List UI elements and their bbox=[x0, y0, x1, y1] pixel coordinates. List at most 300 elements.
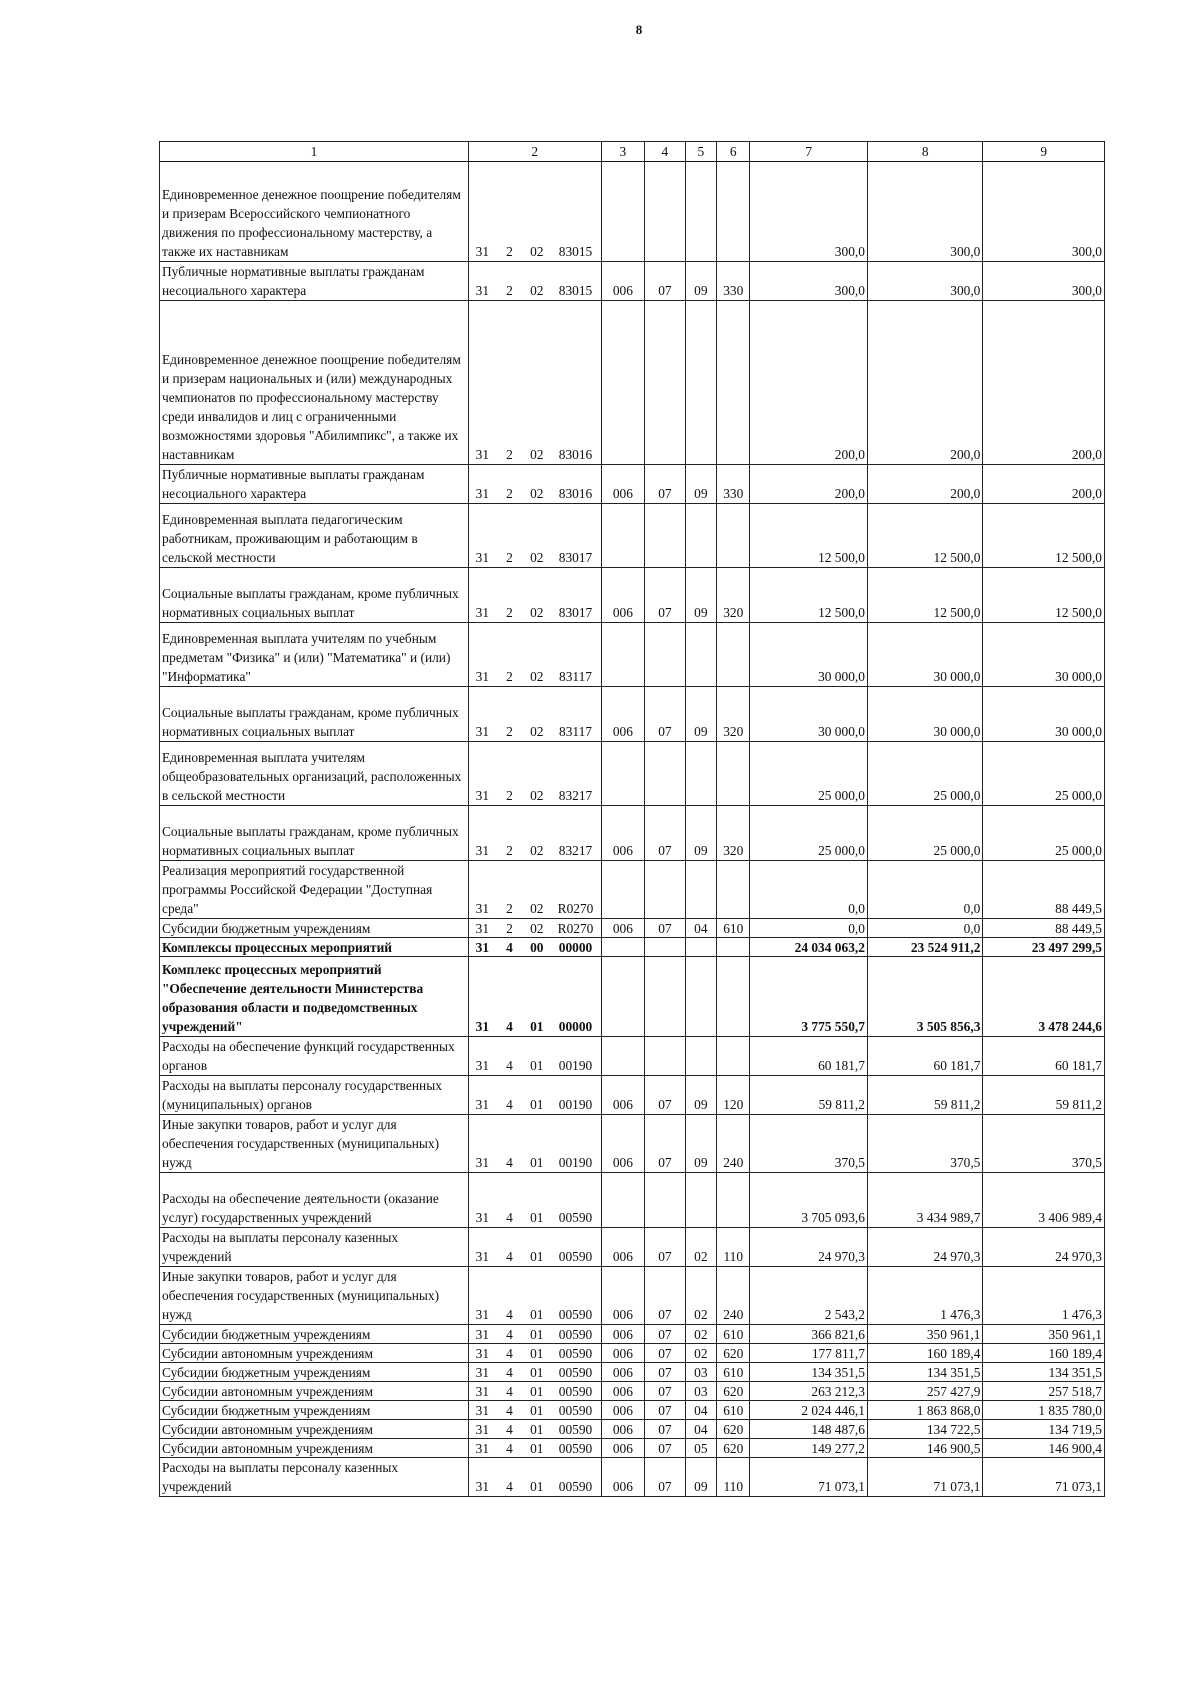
cell-col-9: 146 900,4 bbox=[983, 1439, 1105, 1458]
cell-col-8: 370,5 bbox=[867, 1115, 982, 1173]
cell-col-7: 12 500,0 bbox=[750, 568, 867, 623]
header-row bbox=[160, 142, 1105, 162]
cell-code-4: 00590 bbox=[550, 1401, 601, 1420]
table-row bbox=[160, 465, 1105, 504]
cell-col-8: 1 476,3 bbox=[867, 1267, 982, 1325]
cell-col-7: 30 000,0 bbox=[750, 687, 867, 742]
cell-col-6: 240 bbox=[717, 1115, 750, 1173]
cell-code-4: 00590 bbox=[550, 1439, 601, 1458]
table-row bbox=[160, 1267, 1105, 1325]
table-row bbox=[160, 957, 1105, 1037]
cell-code-3: 00 bbox=[523, 938, 550, 957]
cell-code-2: 4 bbox=[496, 1382, 523, 1401]
cell-code-1: 31 bbox=[468, 623, 495, 687]
cell-col-4: 07 bbox=[645, 1382, 686, 1401]
cell-col-5: 09 bbox=[685, 262, 716, 301]
cell-col-3: 006 bbox=[601, 1115, 645, 1173]
cell-code-1: 31 bbox=[468, 1382, 495, 1401]
cell-col-9: 1 835 780,0 bbox=[983, 1401, 1105, 1420]
table-row bbox=[160, 301, 1105, 465]
cell-code-4: 00000 bbox=[550, 938, 601, 957]
cell-name: Субсидии бюджетным учреждениям bbox=[160, 1325, 469, 1344]
cell-name: Реализация мероприятий государственной программы Российской Федерации "Доступная среда" bbox=[160, 861, 469, 919]
cell-col-3: 006 bbox=[601, 1325, 645, 1344]
cell-col-8: 30 000,0 bbox=[867, 687, 982, 742]
cell-code-1: 31 bbox=[468, 938, 495, 957]
cell-col-3: 006 bbox=[601, 465, 645, 504]
table-row bbox=[160, 1420, 1105, 1439]
cell-col-4 bbox=[645, 1173, 686, 1228]
cell-col-9: 350 961,1 bbox=[983, 1325, 1105, 1344]
cell-name: Единовременная выплата учителям по учебным предметам "Физика" и (или) "Математика" и (или) "Информатика" bbox=[160, 623, 469, 687]
cell-col-7: 366 821,6 bbox=[750, 1325, 867, 1344]
cell-col-4: 07 bbox=[645, 1267, 686, 1325]
cell-code-1: 31 bbox=[468, 1076, 495, 1115]
header-col-4: 4 bbox=[645, 142, 686, 162]
cell-col-9: 60 181,7 bbox=[983, 1037, 1105, 1076]
table-row bbox=[160, 504, 1105, 568]
cell-code-1: 31 bbox=[468, 806, 495, 861]
header-col-9: 9 bbox=[983, 142, 1105, 162]
cell-col-8: 12 500,0 bbox=[867, 504, 982, 568]
cell-col-6 bbox=[717, 938, 750, 957]
cell-code-2: 2 bbox=[496, 504, 523, 568]
cell-col-5: 04 bbox=[685, 919, 716, 938]
cell-code-3: 02 bbox=[523, 919, 550, 938]
cell-code-4: 00590 bbox=[550, 1173, 601, 1228]
cell-col-4 bbox=[645, 504, 686, 568]
cell-col-8: 60 181,7 bbox=[867, 1037, 982, 1076]
cell-col-3 bbox=[601, 623, 645, 687]
cell-col-9: 88 449,5 bbox=[983, 919, 1105, 938]
cell-code-1: 31 bbox=[468, 1420, 495, 1439]
cell-code-4: 00590 bbox=[550, 1363, 601, 1382]
cell-col-5 bbox=[685, 938, 716, 957]
cell-col-5: 09 bbox=[685, 1076, 716, 1115]
cell-code-4: 83016 bbox=[550, 301, 601, 465]
cell-col-8: 350 961,1 bbox=[867, 1325, 982, 1344]
cell-code-1: 31 bbox=[468, 1037, 495, 1076]
cell-name: Субсидии бюджетным учреждениям bbox=[160, 1363, 469, 1382]
cell-col-8: 1 863 868,0 bbox=[867, 1401, 982, 1420]
cell-code-2: 2 bbox=[496, 742, 523, 806]
cell-col-4 bbox=[645, 623, 686, 687]
cell-col-7: 0,0 bbox=[750, 861, 867, 919]
table-row bbox=[160, 623, 1105, 687]
cell-code-4: R0270 bbox=[550, 919, 601, 938]
cell-col-6: 620 bbox=[717, 1420, 750, 1439]
cell-code-4: 83117 bbox=[550, 623, 601, 687]
cell-col-7: 200,0 bbox=[750, 465, 867, 504]
cell-col-8: 3 505 856,3 bbox=[867, 957, 982, 1037]
cell-code-4: 00190 bbox=[550, 1037, 601, 1076]
cell-col-9: 71 073,1 bbox=[983, 1458, 1105, 1497]
cell-code-2: 2 bbox=[496, 162, 523, 262]
cell-col-4 bbox=[645, 742, 686, 806]
cell-code-1: 31 bbox=[468, 687, 495, 742]
cell-col-5 bbox=[685, 1037, 716, 1076]
cell-col-9: 25 000,0 bbox=[983, 806, 1105, 861]
cell-code-1: 31 bbox=[468, 957, 495, 1037]
cell-col-7: 3 775 550,7 bbox=[750, 957, 867, 1037]
cell-col-3: 006 bbox=[601, 687, 645, 742]
cell-col-8: 134 722,5 bbox=[867, 1420, 982, 1439]
cell-col-9: 200,0 bbox=[983, 465, 1105, 504]
cell-col-5 bbox=[685, 742, 716, 806]
cell-code-3: 02 bbox=[523, 301, 550, 465]
cell-name: Иные закупки товаров, работ и услуг для обеспечения государственных (муниципальных) нужд bbox=[160, 1267, 469, 1325]
cell-code-2: 4 bbox=[496, 1325, 523, 1344]
cell-code-3: 02 bbox=[523, 162, 550, 262]
cell-col-6 bbox=[717, 957, 750, 1037]
cell-col-6: 110 bbox=[717, 1458, 750, 1497]
cell-col-6: 610 bbox=[717, 1401, 750, 1420]
cell-code-2: 2 bbox=[496, 919, 523, 938]
cell-col-7: 149 277,2 bbox=[750, 1439, 867, 1458]
cell-code-4: R0270 bbox=[550, 861, 601, 919]
table-row bbox=[160, 1439, 1105, 1458]
cell-col-9: 59 811,2 bbox=[983, 1076, 1105, 1115]
cell-col-4: 07 bbox=[645, 1363, 686, 1382]
cell-col-9: 300,0 bbox=[983, 162, 1105, 262]
cell-col-3: 006 bbox=[601, 1344, 645, 1363]
cell-code-2: 4 bbox=[496, 1115, 523, 1173]
cell-col-6 bbox=[717, 742, 750, 806]
cell-code-3: 01 bbox=[523, 1382, 550, 1401]
cell-code-4: 83016 bbox=[550, 465, 601, 504]
cell-code-4: 83017 bbox=[550, 568, 601, 623]
cell-col-3 bbox=[601, 957, 645, 1037]
cell-col-7: 30 000,0 bbox=[750, 623, 867, 687]
cell-name: Комплексы процессных мероприятий bbox=[160, 938, 469, 957]
cell-name: Субсидии автономным учреждениям bbox=[160, 1439, 469, 1458]
cell-code-4: 83015 bbox=[550, 162, 601, 262]
cell-code-1: 31 bbox=[468, 1228, 495, 1267]
cell-col-6: 620 bbox=[717, 1382, 750, 1401]
cell-code-4: 00590 bbox=[550, 1325, 601, 1344]
table-row bbox=[160, 938, 1105, 957]
cell-code-4: 00590 bbox=[550, 1228, 601, 1267]
cell-code-2: 2 bbox=[496, 623, 523, 687]
cell-col-4 bbox=[645, 938, 686, 957]
cell-code-1: 31 bbox=[468, 301, 495, 465]
cell-col-6 bbox=[717, 623, 750, 687]
cell-col-6 bbox=[717, 162, 750, 262]
cell-col-7: 200,0 bbox=[750, 301, 867, 465]
cell-code-2: 4 bbox=[496, 938, 523, 957]
table-row bbox=[160, 1037, 1105, 1076]
cell-name: Публичные нормативные выплаты гражданам несоциального характера bbox=[160, 262, 469, 301]
table-row bbox=[160, 162, 1105, 262]
cell-col-9: 3 406 989,4 bbox=[983, 1173, 1105, 1228]
cell-col-9: 300,0 bbox=[983, 262, 1105, 301]
cell-col-5 bbox=[685, 301, 716, 465]
cell-code-1: 31 bbox=[468, 465, 495, 504]
cell-code-3: 02 bbox=[523, 806, 550, 861]
cell-col-9: 24 970,3 bbox=[983, 1228, 1105, 1267]
cell-code-2: 4 bbox=[496, 1458, 523, 1497]
cell-col-8: 12 500,0 bbox=[867, 568, 982, 623]
cell-col-8: 24 970,3 bbox=[867, 1228, 982, 1267]
cell-col-9: 1 476,3 bbox=[983, 1267, 1105, 1325]
cell-code-3: 01 bbox=[523, 1439, 550, 1458]
cell-col-4: 07 bbox=[645, 262, 686, 301]
cell-col-6 bbox=[717, 861, 750, 919]
header-col-1: 1 bbox=[160, 142, 469, 162]
cell-code-1: 31 bbox=[468, 1458, 495, 1497]
cell-col-4 bbox=[645, 957, 686, 1037]
cell-name: Субсидии автономным учреждениям bbox=[160, 1420, 469, 1439]
cell-col-4: 07 bbox=[645, 1439, 686, 1458]
cell-code-3: 02 bbox=[523, 568, 550, 623]
cell-name: Расходы на обеспечение деятельности (оказание услуг) государственных учреждений bbox=[160, 1173, 469, 1228]
cell-col-8: 160 189,4 bbox=[867, 1344, 982, 1363]
cell-col-9: 257 518,7 bbox=[983, 1382, 1105, 1401]
cell-col-8: 25 000,0 bbox=[867, 742, 982, 806]
cell-col-6: 330 bbox=[717, 262, 750, 301]
cell-col-8: 59 811,2 bbox=[867, 1076, 982, 1115]
cell-col-5: 02 bbox=[685, 1267, 716, 1325]
cell-col-3 bbox=[601, 162, 645, 262]
cell-col-4: 07 bbox=[645, 568, 686, 623]
cell-name: Единовременное денежное поощрение победителям и призерам национальных и (или) международных чемпионатов по профессиональному мастерству среди инвалидов и лиц с ограниченными возможностями здоровья "Абилимпикс", а также их наставникам bbox=[160, 301, 469, 465]
table-row bbox=[160, 1344, 1105, 1363]
cell-name: Социальные выплаты гражданам, кроме публичных нормативных социальных выплат bbox=[160, 806, 469, 861]
cell-col-5 bbox=[685, 861, 716, 919]
cell-code-3: 02 bbox=[523, 623, 550, 687]
header-col-7: 7 bbox=[750, 142, 867, 162]
cell-col-5: 03 bbox=[685, 1363, 716, 1382]
cell-col-4 bbox=[645, 162, 686, 262]
cell-col-6: 610 bbox=[717, 1325, 750, 1344]
cell-code-4: 83117 bbox=[550, 687, 601, 742]
table-row bbox=[160, 806, 1105, 861]
cell-col-8: 200,0 bbox=[867, 301, 982, 465]
cell-col-6: 620 bbox=[717, 1344, 750, 1363]
cell-col-5: 09 bbox=[685, 806, 716, 861]
cell-name: Субсидии автономным учреждениям bbox=[160, 1344, 469, 1363]
cell-col-4: 07 bbox=[645, 1228, 686, 1267]
cell-col-8: 146 900,5 bbox=[867, 1439, 982, 1458]
cell-code-2: 4 bbox=[496, 1420, 523, 1439]
cell-code-1: 31 bbox=[468, 1439, 495, 1458]
cell-col-3 bbox=[601, 1173, 645, 1228]
cell-col-7: 25 000,0 bbox=[750, 806, 867, 861]
cell-col-8: 0,0 bbox=[867, 919, 982, 938]
cell-code-1: 31 bbox=[468, 262, 495, 301]
table-row bbox=[160, 1382, 1105, 1401]
cell-col-6: 240 bbox=[717, 1267, 750, 1325]
cell-col-7: 2 543,2 bbox=[750, 1267, 867, 1325]
cell-code-3: 02 bbox=[523, 861, 550, 919]
cell-col-5 bbox=[685, 623, 716, 687]
cell-code-1: 31 bbox=[468, 1325, 495, 1344]
cell-code-1: 31 bbox=[468, 1267, 495, 1325]
cell-col-9: 12 500,0 bbox=[983, 504, 1105, 568]
cell-name: Единовременная выплата учителям общеобразовательных организаций, расположенных в сельской местности bbox=[160, 742, 469, 806]
cell-col-7: 148 487,6 bbox=[750, 1420, 867, 1439]
cell-code-1: 31 bbox=[468, 162, 495, 262]
cell-col-3: 006 bbox=[601, 262, 645, 301]
cell-col-5: 09 bbox=[685, 687, 716, 742]
cell-col-5: 09 bbox=[685, 568, 716, 623]
cell-col-9: 88 449,5 bbox=[983, 861, 1105, 919]
cell-col-5: 02 bbox=[685, 1344, 716, 1363]
cell-code-3: 01 bbox=[523, 1228, 550, 1267]
cell-col-4: 07 bbox=[645, 1420, 686, 1439]
cell-col-8: 3 434 989,7 bbox=[867, 1173, 982, 1228]
cell-code-2: 2 bbox=[496, 262, 523, 301]
cell-col-5 bbox=[685, 957, 716, 1037]
cell-code-4: 83015 bbox=[550, 262, 601, 301]
cell-col-3: 006 bbox=[601, 1439, 645, 1458]
cell-code-3: 01 bbox=[523, 1076, 550, 1115]
cell-code-4: 00000 bbox=[550, 957, 601, 1037]
cell-col-9: 12 500,0 bbox=[983, 568, 1105, 623]
table-row bbox=[160, 1363, 1105, 1382]
table-row bbox=[160, 1458, 1105, 1497]
table-row bbox=[160, 1325, 1105, 1344]
cell-col-5: 09 bbox=[685, 465, 716, 504]
cell-name: Расходы на выплаты персоналу казенных учреждений bbox=[160, 1228, 469, 1267]
cell-col-4: 07 bbox=[645, 1076, 686, 1115]
cell-code-2: 4 bbox=[496, 1037, 523, 1076]
cell-code-4: 00590 bbox=[550, 1344, 601, 1363]
cell-col-3 bbox=[601, 1037, 645, 1076]
cell-col-8: 257 427,9 bbox=[867, 1382, 982, 1401]
cell-col-6: 620 bbox=[717, 1439, 750, 1458]
cell-col-7: 59 811,2 bbox=[750, 1076, 867, 1115]
cell-code-3: 01 bbox=[523, 1173, 550, 1228]
cell-col-3: 006 bbox=[601, 1420, 645, 1439]
cell-col-3: 006 bbox=[601, 1401, 645, 1420]
cell-code-3: 01 bbox=[523, 1401, 550, 1420]
table-row bbox=[160, 262, 1105, 301]
cell-col-6 bbox=[717, 301, 750, 465]
cell-col-3: 006 bbox=[601, 806, 645, 861]
cell-col-3 bbox=[601, 938, 645, 957]
cell-code-2: 2 bbox=[496, 861, 523, 919]
cell-code-2: 4 bbox=[496, 1076, 523, 1115]
cell-col-6 bbox=[717, 504, 750, 568]
cell-col-9: 3 478 244,6 bbox=[983, 957, 1105, 1037]
cell-col-9: 30 000,0 bbox=[983, 623, 1105, 687]
cell-col-6: 110 bbox=[717, 1228, 750, 1267]
cell-code-2: 2 bbox=[496, 806, 523, 861]
cell-code-4: 00590 bbox=[550, 1382, 601, 1401]
cell-code-4: 00590 bbox=[550, 1267, 601, 1325]
cell-col-5: 02 bbox=[685, 1228, 716, 1267]
cell-col-9: 134 719,5 bbox=[983, 1420, 1105, 1439]
cell-code-3: 02 bbox=[523, 504, 550, 568]
cell-col-8: 71 073,1 bbox=[867, 1458, 982, 1497]
cell-code-2: 4 bbox=[496, 1267, 523, 1325]
cell-col-7: 370,5 bbox=[750, 1115, 867, 1173]
cell-col-7: 2 024 446,1 bbox=[750, 1401, 867, 1420]
header-col-6: 6 bbox=[717, 142, 750, 162]
cell-col-4: 07 bbox=[645, 687, 686, 742]
cell-col-9: 370,5 bbox=[983, 1115, 1105, 1173]
cell-col-4 bbox=[645, 301, 686, 465]
cell-col-4: 07 bbox=[645, 1344, 686, 1363]
cell-col-9: 200,0 bbox=[983, 301, 1105, 465]
cell-col-8: 300,0 bbox=[867, 162, 982, 262]
cell-code-1: 31 bbox=[468, 504, 495, 568]
cell-col-3 bbox=[601, 742, 645, 806]
cell-col-8: 0,0 bbox=[867, 861, 982, 919]
cell-code-3: 01 bbox=[523, 1325, 550, 1344]
cell-col-8: 25 000,0 bbox=[867, 806, 982, 861]
cell-code-2: 4 bbox=[496, 1439, 523, 1458]
cell-code-3: 01 bbox=[523, 1363, 550, 1382]
cell-code-2: 4 bbox=[496, 1173, 523, 1228]
cell-col-7: 134 351,5 bbox=[750, 1363, 867, 1382]
cell-col-4: 07 bbox=[645, 1325, 686, 1344]
cell-code-3: 01 bbox=[523, 957, 550, 1037]
cell-code-4: 83017 bbox=[550, 504, 601, 568]
cell-col-5 bbox=[685, 504, 716, 568]
table-row bbox=[160, 687, 1105, 742]
cell-col-5: 04 bbox=[685, 1401, 716, 1420]
cell-col-7: 0,0 bbox=[750, 919, 867, 938]
cell-name: Комплекс процессных мероприятий "Обеспечение деятельности Министерства образования области и подведомственных учреждений" bbox=[160, 957, 469, 1037]
table-row bbox=[160, 1173, 1105, 1228]
cell-col-5: 09 bbox=[685, 1115, 716, 1173]
cell-col-7: 3 705 093,6 bbox=[750, 1173, 867, 1228]
cell-col-9: 30 000,0 bbox=[983, 687, 1105, 742]
cell-col-7: 25 000,0 bbox=[750, 742, 867, 806]
cell-col-6 bbox=[717, 1173, 750, 1228]
cell-code-3: 01 bbox=[523, 1115, 550, 1173]
cell-code-1: 31 bbox=[468, 1173, 495, 1228]
cell-col-8: 134 351,5 bbox=[867, 1363, 982, 1382]
header-col-5: 5 bbox=[685, 142, 716, 162]
cell-code-2: 4 bbox=[496, 1363, 523, 1382]
cell-code-1: 31 bbox=[468, 861, 495, 919]
cell-col-3 bbox=[601, 504, 645, 568]
cell-col-9: 160 189,4 bbox=[983, 1344, 1105, 1363]
cell-col-3: 006 bbox=[601, 919, 645, 938]
table-row bbox=[160, 861, 1105, 919]
budget-table bbox=[159, 141, 1105, 1497]
cell-code-4: 00590 bbox=[550, 1458, 601, 1497]
cell-col-8: 23 524 911,2 bbox=[867, 938, 982, 957]
page-number: 8 bbox=[635, 22, 643, 37]
cell-col-8: 200,0 bbox=[867, 465, 982, 504]
cell-col-4 bbox=[645, 861, 686, 919]
cell-col-7: 12 500,0 bbox=[750, 504, 867, 568]
cell-col-7: 300,0 bbox=[750, 262, 867, 301]
cell-code-4: 00190 bbox=[550, 1076, 601, 1115]
cell-code-4: 83217 bbox=[550, 806, 601, 861]
cell-col-7: 177 811,7 bbox=[750, 1344, 867, 1363]
cell-col-3 bbox=[601, 301, 645, 465]
cell-code-2: 4 bbox=[496, 1228, 523, 1267]
cell-col-4 bbox=[645, 1037, 686, 1076]
cell-col-7: 263 212,3 bbox=[750, 1382, 867, 1401]
cell-col-3: 006 bbox=[601, 1363, 645, 1382]
cell-col-4: 07 bbox=[645, 806, 686, 861]
cell-col-6: 610 bbox=[717, 1363, 750, 1382]
cell-name: Субсидии автономным учреждениям bbox=[160, 1382, 469, 1401]
table-row bbox=[160, 919, 1105, 938]
cell-code-1: 31 bbox=[468, 742, 495, 806]
cell-col-7: 71 073,1 bbox=[750, 1458, 867, 1497]
cell-col-5: 09 bbox=[685, 1458, 716, 1497]
cell-name: Расходы на выплаты персоналу казенных учреждений bbox=[160, 1458, 469, 1497]
cell-name: Публичные нормативные выплаты гражданам несоциального характера bbox=[160, 465, 469, 504]
cell-code-1: 31 bbox=[468, 568, 495, 623]
